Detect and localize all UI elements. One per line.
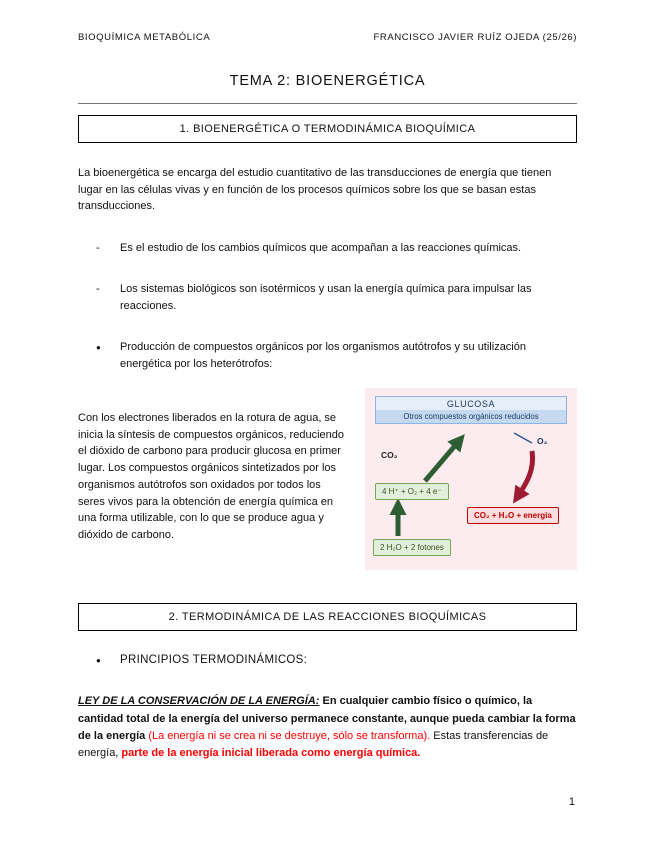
header-author: FRANCISCO JAVIER RUÍZ OJEDA (25/26): [373, 32, 577, 43]
law-text-bold: En cualquier cambio físico o químico, la cantidad total de la energía del universo permanece constante, aunque pueda cambiar la forma de la energía: [78, 695, 576, 742]
list-item: [78, 339, 577, 372]
co2-label: CO₂: [381, 450, 398, 460]
o2-connector-line: [514, 433, 532, 443]
conservation-law-paragraph: [78, 693, 577, 763]
law-bold-red-conclusion: parte de la energía inicial liberada como energía química.: [121, 747, 421, 760]
glucose-box: [375, 396, 567, 424]
title-divider: [78, 103, 577, 104]
list-item-text: Producción de compuestos orgánicos por los organismos autótrofos y su utilización energética por los heterótrofos:: [120, 341, 526, 370]
photosynthesis-respiration-diagram: [365, 388, 577, 570]
law-text: Estas transferencias de energía,: [78, 730, 549, 760]
list-item: [78, 240, 577, 257]
glucose-box-subtitle: Otros compuestos orgánicos reducidos: [376, 410, 566, 423]
section1-heading: 1. BIOENERGÉTICA O TERMODINÁMICA BIOQUÍMICA: [179, 123, 476, 135]
list-item-text: PRINCIPIOS TERMODINÁMICOS:: [120, 654, 308, 666]
list-item-text: Los sistemas biológicos son isotérmicos y usan la energía química para impulsar las reacciones.: [120, 283, 532, 312]
side-paragraph: Con los electrones liberados en la rotura de agua, se inicia la síntesis de compuestos orgánicos, reduciendo el dióxido de carbono para producir glucosa en primer lugar. Los compuestos orgánicos sintetizados por los organismos autótrofos son oxidados por todos los seres vivos para la obtención de energía química en una forma utilizable, con lo que se produce agua y dióxido de carbono.: [78, 412, 344, 542]
page-title: TEMA 2: BIOENERGÉTICA: [229, 73, 426, 89]
page-number: 1: [568, 796, 575, 808]
intro-paragraph: La bioenergética se encarga del estudio cuantitativo de las transducciones de energía que tienen lugar en las células vivas y en función de los procesos químicos sobre los que se basan estas transducciones.: [78, 167, 552, 212]
text-figure-columns: [78, 388, 577, 570]
dash-bullet-marker: -: [96, 241, 100, 254]
page-header: [78, 32, 577, 43]
photosynthesis-arrow-icon: [425, 441, 459, 481]
photons-box: 2 H₂O + 2 fotones: [373, 539, 451, 556]
section1-heading-box: [78, 115, 577, 143]
glucose-box-title: GLUCOSA: [376, 397, 566, 410]
header-course-title: BIOQUÍMICA METABÓLICA: [78, 32, 211, 43]
law-red-note: (La energía ni se crea ni se destruye, sólo se transforma).: [148, 730, 431, 742]
respiration-arrow-icon: [518, 451, 533, 496]
energy-box: CO₂ + H₂O + energía: [467, 507, 559, 524]
law-title: LEY DE LA CONSERVACIÓN DE LA ENERGÍA:: [78, 695, 320, 708]
dot-bullet-marker: ●: [96, 343, 101, 352]
o2-label: O₂: [537, 436, 548, 446]
dash-bullet-marker: -: [96, 283, 100, 295]
section2-heading-box: [78, 603, 577, 631]
list-item: [78, 281, 577, 314]
list-item: [78, 652, 577, 669]
dot-bullet-marker: ●: [96, 656, 102, 665]
electrons-box: 4 H⁺ + O₂ + 4 e⁻: [375, 483, 449, 500]
section2-heading: 2. TERMODINÁMICA DE LAS REACCIONES BIOQUÍMICAS: [168, 611, 487, 623]
list-item-text: Es el estudio de los cambios químicos que acompañan a las reacciones químicas.: [120, 241, 522, 254]
